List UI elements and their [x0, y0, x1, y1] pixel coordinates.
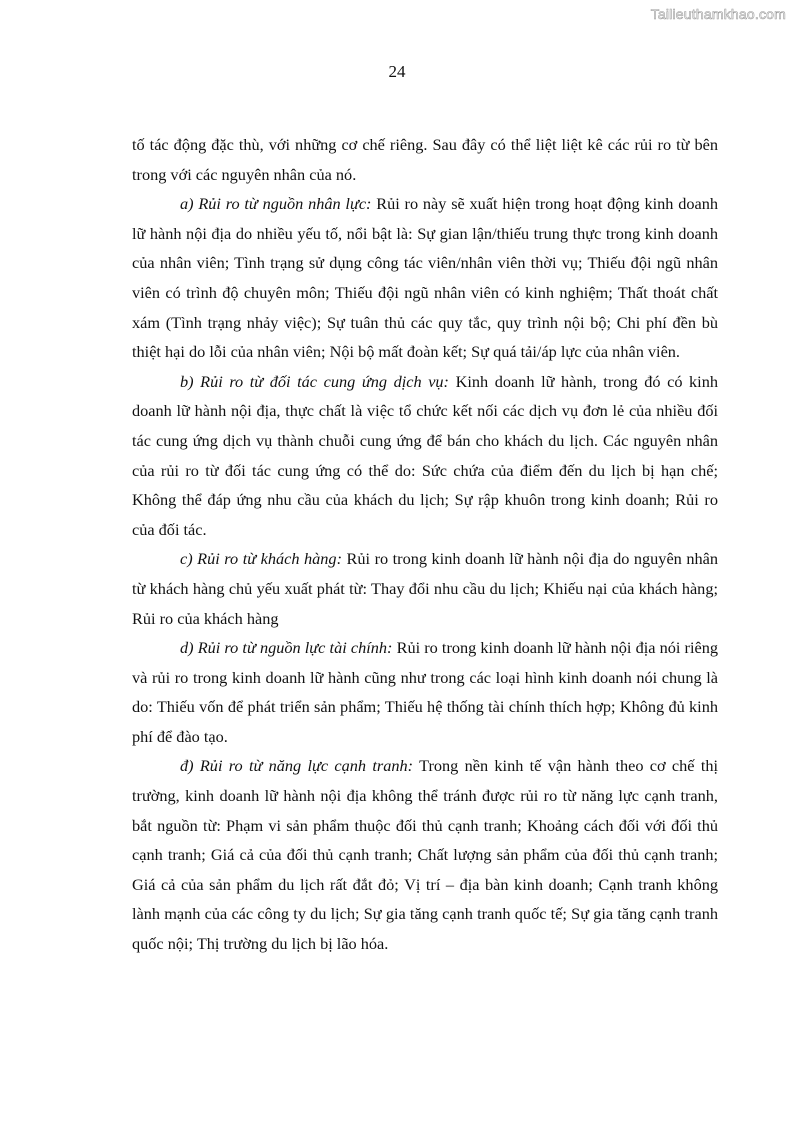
paragraph-financial-risk — [132, 633, 718, 751]
document-body — [132, 130, 718, 959]
heading-customer-risk: c) Rủi ro từ khách hàng: — [180, 549, 342, 569]
paragraph-human-resources-risk-text: Rủi ro này sẽ xuất hiện trong hoạt động kinh doanh lữ hành nội địa do nhiều yếu tố, nổi bật là: Sự gian lận/thiếu trung thực trong kinh doanh của nhân viên; Tình trạng sử dụng công tác viên/nhân viên thời vụ; Thiếu đội ngũ nhân viên có trình độ chuyên môn; Thiếu đội ngũ nhân viên có kinh nghiệm; Thất thoát chất xám (Tình trạng nhảy việc); Sự tuân thủ các quy tắc, quy trình nội bộ; Chi phí đền bù thiệt hại do lỗi của nhân viên; Nội bộ mất đoàn kết; Sự quá tải/áp lực của nhân viên. — [132, 194, 719, 362]
paragraph-competition-risk-text: Trong nền kinh tế vận hành theo cơ chế thị trường, kinh doanh lữ hành nội địa không thể tránh được rủi ro từ năng lực cạnh tranh, bắt nguồn từ: Phạm vi sản phẩm thuộc đối thủ cạnh tranh; Khoảng cách đối với đối thủ cạnh tranh; Giá cả của đối thủ cạnh tranh; Chất lượng sản phẩm của đối thủ cạnh tranh; Giá cả của sản phẩm du lịch rất đắt đỏ; Vị trí – địa bàn kinh doanh; Cạnh tranh không lành mạnh của các công ty du lịch; Sự gia tăng cạnh tranh quốc tế; Sự gia tăng cạnh tranh quốc nội; Thị trường du lịch bị lão hóa. — [132, 756, 719, 954]
paragraph-customer-risk — [132, 544, 718, 633]
paragraph-supplier-risk — [132, 367, 718, 545]
paragraph-supplier-risk-text: Kinh doanh lữ hành, trong đó có kinh doanh lữ hành nội địa, thực chất là việc tổ chức kết nối các dịch vụ đơn lẻ của nhiều đối tác cung ứng dịch vụ thành chuỗi cung ứng để bán cho khách du lịch. Các nguyên nhân của rủi ro từ đối tác cung ứng có thể do: Sức chứa của điểm đến du lịch bị hạn chế; Không thể đáp ứng nhu cầu của khách du lịch; Sự rập khuôn trong kinh doanh; Rủi ro của đối tác. — [132, 371, 718, 539]
heading-human-resources-risk: a) Rủi ro từ nguồn nhân lực: — [180, 194, 372, 214]
paragraph-intro-text: tố tác động đặc thù, với những cơ chế riêng. Sau đây có thể liệt liệt kê các rủi ro từ bên trong với các nguyên nhân của nó. — [132, 135, 718, 184]
paragraph-competition-risk — [132, 751, 718, 958]
paragraph-financial-risk-text: Rủi ro trong kinh doanh lữ hành nội địa nói riêng và rủi ro trong kinh doanh lữ hành cũng như trong các loại hình kinh doanh nói chung là do: Thiếu vốn để phát triển sản phẩm; Thiếu hệ thống tài chính thích hợp; Không đủ kinh phí để đào tạo. — [132, 638, 718, 746]
paragraph-intro — [132, 130, 718, 189]
heading-supplier-risk: b) Rủi ro từ đối tác cung ứng dịch vụ: — [180, 371, 449, 391]
heading-competition-risk: đ) Rủi ro từ năng lực cạnh tranh: — [180, 756, 414, 776]
heading-financial-risk: d) Rủi ro từ nguồn lực tài chính: — [180, 638, 393, 658]
paragraph-human-resources-risk — [132, 189, 718, 367]
paragraph-customer-risk-text: Rủi ro trong kinh doanh lữ hành nội địa do nguyên nhân từ khách hàng chủ yếu xuất phát từ: Thay đổi nhu cầu du lịch; Khiếu nại của khách hàng; Rủi ro của khách hàng — [132, 549, 718, 628]
page-number: 24 — [388, 62, 406, 81]
watermark-text: Tailieuthamkhao.com — [650, 6, 786, 22]
